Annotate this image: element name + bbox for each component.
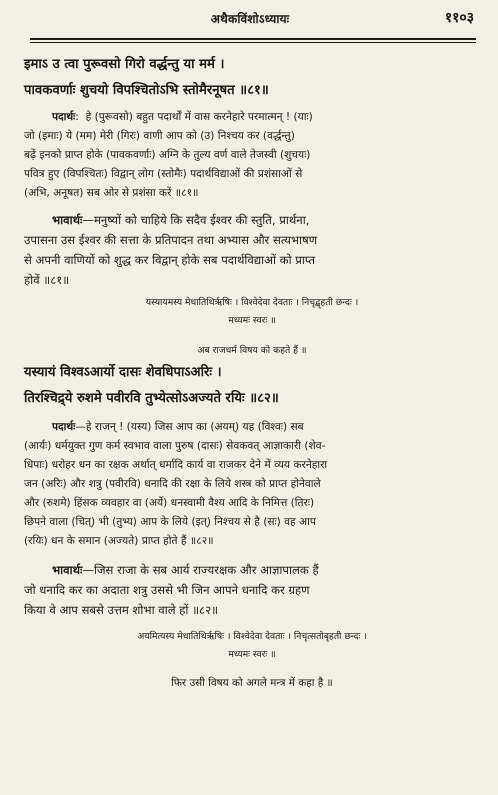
mantra-line: इमाऽ उ त्वा पुरूवसो गिरो वर्द्धन्तु या मर्म । <box>24 57 225 72</box>
mantra-line: पावकवर्णाः शुचयो विपश्चितोऽभि स्तोमैरनूषत ॥८१॥ <box>24 83 269 98</box>
rishi-line: अयमित्यस्य मेधातिथिर्ऋषिः । विश्वेदेवा देवताः । निचृत्सतोबृहती छन्दः । <box>137 631 367 642</box>
padartha-line: धिपाः) धरोहर धन का रक्षक अर्थात् धर्मादि कार्य वा राजकर देने में व्यय करनेहारा <box>24 459 328 471</box>
bhavartha-line: से अपनी वाणियों को शुद्ध कर विद्वान् होके सब पदार्थविद्याओं को प्राप्त <box>24 253 316 267</box>
padartha-line: (रयिः) धन के समान (अज्यते) प्राप्त होते हैं ॥८२॥ <box>24 535 214 547</box>
padartha-line: जो (इमाः) ये (मम) मेरी (गिरः) वाणी आप को (उ) निश्चय कर (वर्द्धन्तु) <box>24 130 295 142</box>
bhavartha-line: उपासना उस ईश्वर की सत्ता के प्रतिपादन तथा अभ्यास और सत्यभाषण <box>24 233 318 247</box>
header-rule <box>30 38 476 40</box>
rishi-line: यस्यायमस्य मेधातिथिर्ऋषिः । विश्वेदेवा देवताः । निचृद्बृहती छन्दः । <box>145 297 359 308</box>
mantra-line: यस्यायं विश्वऽआर्यो दासः शेवधिपाऽअरिः । <box>24 365 222 380</box>
rishi-devata-83 <box>24 628 480 664</box>
mantra-82 <box>24 360 480 412</box>
page-number: ११०३ <box>444 10 474 26</box>
bhavartha-label: भावार्थः <box>52 563 83 577</box>
swara-line: मध्यमः स्वरः ॥ <box>228 649 276 660</box>
bhavartha-line: होवें ॥८१॥ <box>24 273 70 287</box>
padartha-label: पदार्थः <box>52 111 76 123</box>
swara-line: मध्यमः स्वरः ॥ <box>228 315 276 326</box>
padartha-line: पदार्थः—हे राजन् ! (यस्य) जिस आप का (अयम्) यह (विश्वः) सब <box>52 421 304 433</box>
bhavartha-label: भावार्थः <box>52 213 83 227</box>
padartha-line: और (रुशमे) हिंसक व्यवहार वा (अर्ये) धनस्वामी वैश्य आदि के निमित्त (तिरः) <box>24 497 315 509</box>
padartha-line: बढ़ें इनको प्राप्त होके (पावकवर्णाः) अग्नि के तुल्य वर्ण वाले तेजस्वी (शुचयः) <box>24 149 311 161</box>
padartha-line: पदार्थः: हे (पुरूवसो) बहुत पदार्थों में वास करनेहारे परमात्मन् ! (याः) <box>52 111 313 123</box>
bhavartha-line: भावार्थः—मनुष्यों को चाहिये कि सदैव ईश्वर की स्तुति, प्रार्थना, <box>52 213 310 227</box>
intro-83: फिर उसी विषय को अगले मन्त्र में कहा है ॥ <box>171 677 333 689</box>
padartha-line: छिपने वाला (चित्) भी (तुभ्य) आप के लिये (इत्) निश्चय से है (सः) वह आप <box>24 516 316 528</box>
header-rule-thin <box>30 42 476 43</box>
padartha-line: जन (अरिः) और शत्रु (पवीरवि) धनादि की रक्षा के लिये शस्त्र को प्राप्त होनेवाले <box>24 478 321 490</box>
mantra-line: तिरश्चिद्र्ये रुशमे पवीरवि तुभ्येत्सोऽअज्यते रयिः ॥८२॥ <box>24 391 279 406</box>
bhavartha-line: किया वे आप सबसे उत्तम शोभा वाले हों ॥८२॥ <box>24 603 219 617</box>
running-header <box>20 6 480 32</box>
padartha-line: (अभि, अनूषत) सब ओर से प्रशंसा करें ॥८१॥ <box>24 187 199 199</box>
intro-82: अब राजधर्म विषय को कहते हैं ॥ <box>197 345 307 356</box>
chapter-title: अथैकविंशोऽध्यायः <box>210 12 290 26</box>
padartha-label: पदार्थः <box>52 421 76 433</box>
padartha-line: पवित्र हुए (विपश्चितः) विद्वान् लोग (स्तोमैः) पदार्थविद्याओं की प्रशंसाओं से <box>24 168 303 180</box>
bhavartha-line: जो धनादि कर का अदाता शत्रु उससे भी जिन आपने धनादि कर ग्रहण <box>24 583 310 597</box>
rishi-devata-82 <box>24 294 480 330</box>
mantra-81 <box>24 52 480 104</box>
padartha-81 <box>24 108 480 203</box>
bhavartha-81 <box>24 210 480 290</box>
bhavartha-line: भावार्थः—जिस राजा के सब आर्य राज्यरक्षक और आज्ञापालक हैं <box>52 563 319 577</box>
padartha-line: (आर्यः) धर्मयुक्त गुण कर्म स्वभाव वाला पुरुष (दासः) सेवकवत् आज्ञाकारी (शेव- <box>24 440 326 452</box>
bhavartha-82 <box>24 560 480 620</box>
padartha-82 <box>24 418 480 551</box>
